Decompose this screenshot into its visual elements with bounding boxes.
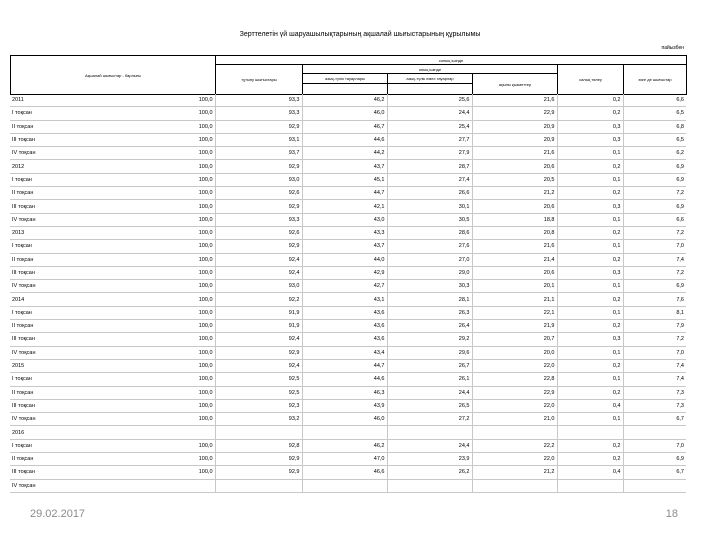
cell-consumer: 93,3: [215, 94, 302, 107]
cell-food: 43,3: [302, 226, 387, 239]
cell-other: 6,9: [623, 160, 686, 173]
row-label: II тоқсан: [10, 386, 130, 399]
cell-consumer: 92,2: [215, 293, 302, 306]
table-row: [10, 320, 686, 333]
table-row: [10, 200, 686, 213]
row-label: I тоқсан: [10, 373, 130, 386]
row-label: III тоқсан: [10, 133, 130, 146]
cell-consumer: 92,4: [215, 253, 302, 266]
cell-nonfood: 23,9: [387, 453, 472, 466]
cell-food: 46,0: [302, 413, 387, 426]
cell-nonfood: 30,3: [387, 280, 472, 293]
cell-food: 44,7: [302, 359, 387, 372]
cell-other: 7,0: [623, 439, 686, 452]
header-consumer-spending: тұтыну шығыстары: [216, 65, 303, 95]
page-title: Зерттелетін үй шаруашылықтарының ақшалай шығыстарының құрылымы: [239, 31, 481, 38]
cell-services: 20,5: [472, 173, 557, 186]
cell-other: [623, 479, 686, 492]
cell-services: 22,2: [472, 439, 557, 452]
cell-nonfood: 24,4: [387, 386, 472, 399]
cell-tax: [557, 479, 623, 492]
table-row: [10, 94, 686, 107]
cell-total: 100,0: [130, 107, 215, 120]
cell-services: 21,6: [472, 147, 557, 160]
row-label: IV тоқсан: [10, 479, 130, 492]
table-row: [10, 173, 686, 186]
cell-other: 7,6: [623, 293, 686, 306]
cell-nonfood: 26,6: [387, 187, 472, 200]
cell-nonfood: 24,4: [387, 439, 472, 452]
cell-services: 20,9: [472, 120, 557, 133]
cell-total: 100,0: [130, 333, 215, 346]
cell-total: [130, 426, 215, 439]
cell-tax: 0,2: [557, 453, 623, 466]
table-row: [10, 306, 686, 319]
cell-total: 100,0: [130, 266, 215, 279]
cell-total: 100,0: [130, 306, 215, 319]
cell-other: 6,5: [623, 133, 686, 146]
cell-food: 43,1: [302, 293, 387, 306]
row-label: 2015: [10, 359, 130, 372]
cell-tax: [557, 426, 623, 439]
cell-total: 100,0: [130, 173, 215, 186]
cell-food: 43,9: [302, 399, 387, 412]
cell-total: 100,0: [130, 94, 215, 107]
row-label: III тоқсан: [10, 266, 130, 279]
table-row: [10, 120, 686, 133]
header-nonfood: азық-түлік емес тауарлар: [388, 74, 473, 84]
table-row: [10, 466, 686, 479]
cell-consumer: 92,4: [215, 333, 302, 346]
cell-nonfood: 26,7: [387, 359, 472, 372]
cell-other: 7,0: [623, 240, 686, 253]
row-label: III тоқсан: [10, 466, 130, 479]
cell-other: 6,7: [623, 466, 686, 479]
cell-services: [472, 426, 557, 439]
table-row: [10, 133, 686, 146]
cell-total: 100,0: [130, 373, 215, 386]
row-label: IV тоқсан: [10, 213, 130, 226]
cell-nonfood: 24,4: [387, 107, 472, 120]
table-header: [10, 55, 687, 95]
row-label: I тоқсан: [10, 173, 130, 186]
table-row: [10, 399, 686, 412]
cell-total: 100,0: [130, 439, 215, 452]
cell-food: 45,1: [302, 173, 387, 186]
header-of-which-group: оның ішінде: [303, 65, 558, 74]
cell-services: 20,6: [472, 200, 557, 213]
cell-food: 43,0: [302, 213, 387, 226]
row-label: 2011: [10, 94, 130, 107]
cell-tax: 0,1: [557, 240, 623, 253]
cell-consumer: [215, 479, 302, 492]
cell-tax: 0,2: [557, 386, 623, 399]
cell-tax: 0,2: [557, 293, 623, 306]
table-row: [10, 479, 686, 492]
cell-other: 6,5: [623, 107, 686, 120]
table-row: [10, 346, 686, 359]
cell-other: 7,4: [623, 253, 686, 266]
cell-total: 100,0: [130, 346, 215, 359]
cell-nonfood: 29,6: [387, 346, 472, 359]
cell-tax: 0,3: [557, 133, 623, 146]
table-row: [10, 213, 686, 226]
cell-total: [130, 479, 215, 492]
header-tax-payments: салық төлеу: [558, 65, 624, 95]
row-label: III тоқсан: [10, 333, 130, 346]
cell-consumer: 93,3: [215, 107, 302, 120]
cell-tax: 0,2: [557, 187, 623, 200]
cell-services: 22,1: [472, 306, 557, 319]
row-label: III тоқсан: [10, 399, 130, 412]
cell-food: [302, 479, 387, 492]
row-label: I тоқсан: [10, 107, 130, 120]
unit-label: пайызбен: [661, 45, 684, 51]
cell-nonfood: 28,7: [387, 160, 472, 173]
cell-consumer: 93,7: [215, 147, 302, 160]
row-label: II тоқсан: [10, 320, 130, 333]
cell-total: 100,0: [130, 213, 215, 226]
cell-total: 100,0: [130, 280, 215, 293]
cell-other: 6,9: [623, 453, 686, 466]
cell-consumer: 93,0: [215, 173, 302, 186]
cell-services: 21,4: [472, 253, 557, 266]
cell-total: 100,0: [130, 133, 215, 146]
page-number: 18: [665, 508, 678, 520]
cell-food: 46,7: [302, 120, 387, 133]
cell-consumer: 93,3: [215, 213, 302, 226]
cell-nonfood: 25,6: [387, 94, 472, 107]
cell-food: 46,2: [302, 94, 387, 107]
row-label: IV тоқсан: [10, 413, 130, 426]
table-row: [10, 240, 686, 253]
cell-services: 20,0: [472, 346, 557, 359]
cell-services: 22,9: [472, 386, 557, 399]
cell-services: 20,9: [472, 133, 557, 146]
cell-services: 21,2: [472, 466, 557, 479]
cell-food: 42,1: [302, 200, 387, 213]
row-label: IV тоқсан: [10, 280, 130, 293]
cell-other: 6,9: [623, 280, 686, 293]
cell-tax: 0,2: [557, 160, 623, 173]
cell-total: 100,0: [130, 226, 215, 239]
cell-consumer: [215, 426, 302, 439]
cell-tax: 0,3: [557, 120, 623, 133]
table-row: [10, 107, 686, 120]
header-paid-services: ақылы қызметтер: [473, 74, 558, 95]
row-label: 2012: [10, 160, 130, 173]
cell-services: 21,6: [472, 240, 557, 253]
table-row: [10, 386, 686, 399]
table-row: [10, 266, 686, 279]
table-row: [10, 333, 686, 346]
cell-tax: 0,4: [557, 466, 623, 479]
cell-food: 44,6: [302, 133, 387, 146]
row-label: II тоқсан: [10, 120, 130, 133]
header-other-spending: өзге де шығыстар: [624, 65, 687, 95]
table-row: [10, 160, 686, 173]
cell-nonfood: 26,4: [387, 320, 472, 333]
cell-food: 43,7: [302, 240, 387, 253]
cell-food: 43,7: [302, 160, 387, 173]
cell-other: 6,9: [623, 173, 686, 186]
cell-nonfood: 27,6: [387, 240, 472, 253]
cell-food: [302, 426, 387, 439]
cell-food: 46,0: [302, 107, 387, 120]
cell-consumer: 92,4: [215, 359, 302, 372]
cell-services: 22,0: [472, 359, 557, 372]
cell-consumer: 92,9: [215, 453, 302, 466]
cell-nonfood: [387, 479, 472, 492]
cell-services: 22,9: [472, 107, 557, 120]
table-row: [10, 147, 686, 160]
cell-tax: 0,2: [557, 439, 623, 452]
row-label: IV тоқсан: [10, 346, 130, 359]
footer-date: 29.02.2017: [30, 508, 86, 520]
cell-nonfood: 30,1: [387, 200, 472, 213]
cell-food: 46,2: [302, 439, 387, 452]
cell-nonfood: 26,3: [387, 306, 472, 319]
cell-other: 6,6: [623, 94, 686, 107]
cell-total: 100,0: [130, 253, 215, 266]
cell-services: [472, 479, 557, 492]
cell-consumer: 92,9: [215, 200, 302, 213]
cell-nonfood: 26,2: [387, 466, 472, 479]
cell-total: 100,0: [130, 386, 215, 399]
data-table: [10, 94, 686, 493]
cell-total: 100,0: [130, 160, 215, 173]
cell-nonfood: 26,1: [387, 373, 472, 386]
cell-services: 20,1: [472, 280, 557, 293]
cell-food: 46,6: [302, 466, 387, 479]
cell-services: 21,1: [472, 293, 557, 306]
table-row: [10, 426, 686, 439]
cell-services: 21,6: [472, 94, 557, 107]
cell-total: 100,0: [130, 200, 215, 213]
table-row: [10, 413, 686, 426]
cell-tax: 0,1: [557, 173, 623, 186]
cell-consumer: 91,9: [215, 320, 302, 333]
cell-nonfood: 27,2: [387, 413, 472, 426]
cell-consumer: 92,8: [215, 439, 302, 452]
cell-nonfood: 29,2: [387, 333, 472, 346]
cell-other: 7,2: [623, 187, 686, 200]
cell-tax: 0,1: [557, 213, 623, 226]
row-label: 2013: [10, 226, 130, 239]
cell-consumer: 92,9: [215, 120, 302, 133]
cell-total: 100,0: [130, 187, 215, 200]
cell-other: 7,9: [623, 320, 686, 333]
cell-nonfood: 28,1: [387, 293, 472, 306]
cell-nonfood: 27,7: [387, 133, 472, 146]
cell-food: 43,6: [302, 333, 387, 346]
cell-other: 7,3: [623, 386, 686, 399]
cell-total: 100,0: [130, 240, 215, 253]
cell-total: 100,0: [130, 453, 215, 466]
cell-consumer: 91,9: [215, 306, 302, 319]
cell-tax: 0,2: [557, 253, 623, 266]
cell-nonfood: 27,0: [387, 253, 472, 266]
header-food: азық-түлік тауарлары: [303, 74, 388, 84]
cell-nonfood: 27,9: [387, 147, 472, 160]
cell-consumer: 92,4: [215, 266, 302, 279]
cell-tax: 0,1: [557, 373, 623, 386]
cell-nonfood: 29,0: [387, 266, 472, 279]
cell-other: 6,2: [623, 147, 686, 160]
cell-tax: 0,1: [557, 346, 623, 359]
cell-consumer: 92,5: [215, 386, 302, 399]
cell-other: [623, 426, 686, 439]
cell-total: 100,0: [130, 399, 215, 412]
table-row: [10, 226, 686, 239]
cell-tax: 0,4: [557, 399, 623, 412]
cell-consumer: 93,2: [215, 413, 302, 426]
table-row: [10, 187, 686, 200]
cell-tax: 0,1: [557, 413, 623, 426]
cell-nonfood: 27,4: [387, 173, 472, 186]
cell-other: 7,4: [623, 373, 686, 386]
cell-food: 47,0: [302, 453, 387, 466]
cell-other: 7,2: [623, 226, 686, 239]
table-row: [10, 439, 686, 452]
table-row: [10, 280, 686, 293]
cell-consumer: 92,6: [215, 187, 302, 200]
row-label: 2014: [10, 293, 130, 306]
cell-other: 6,7: [623, 413, 686, 426]
cell-total: 100,0: [130, 293, 215, 306]
row-label: IV тоқсан: [10, 147, 130, 160]
cell-tax: 0,2: [557, 226, 623, 239]
cell-consumer: 92,9: [215, 160, 302, 173]
row-label: II тоқсан: [10, 187, 130, 200]
cell-nonfood: 30,5: [387, 213, 472, 226]
cell-tax: 0,2: [557, 94, 623, 107]
cell-nonfood: 28,6: [387, 226, 472, 239]
cell-tax: 0,2: [557, 359, 623, 372]
cell-tax: 0,2: [557, 320, 623, 333]
cell-nonfood: 25,4: [387, 120, 472, 133]
cell-total: 100,0: [130, 413, 215, 426]
cell-consumer: 93,0: [215, 280, 302, 293]
cell-consumer: 92,9: [215, 346, 302, 359]
cell-nonfood: [387, 426, 472, 439]
cell-services: 18,8: [472, 213, 557, 226]
cell-services: 21,2: [472, 187, 557, 200]
cell-food: 42,7: [302, 280, 387, 293]
header-total-spending: Ақшалай шығыстар - барлығы: [11, 56, 216, 95]
header-including-group: соның ішінде: [216, 56, 687, 65]
cell-services: 20,6: [472, 160, 557, 173]
cell-services: 21,0: [472, 413, 557, 426]
cell-food: 43,4: [302, 346, 387, 359]
cell-services: 21,9: [472, 320, 557, 333]
cell-other: 7,4: [623, 359, 686, 372]
cell-consumer: 92,5: [215, 373, 302, 386]
cell-other: 6,8: [623, 120, 686, 133]
cell-services: 22,0: [472, 453, 557, 466]
cell-consumer: 92,9: [215, 466, 302, 479]
cell-food: 44,7: [302, 187, 387, 200]
cell-food: 46,3: [302, 386, 387, 399]
cell-nonfood: 26,5: [387, 399, 472, 412]
cell-total: 100,0: [130, 466, 215, 479]
cell-food: 44,6: [302, 373, 387, 386]
cell-other: 7,0: [623, 346, 686, 359]
cell-services: 22,0: [472, 399, 557, 412]
row-label: II тоқсан: [10, 253, 130, 266]
table-row: [10, 373, 686, 386]
row-label: I тоқсан: [10, 439, 130, 452]
cell-tax: 0,1: [557, 280, 623, 293]
cell-services: 22,8: [472, 373, 557, 386]
cell-tax: 0,2: [557, 107, 623, 120]
cell-food: 44,0: [302, 253, 387, 266]
cell-consumer: 92,3: [215, 399, 302, 412]
cell-tax: 0,3: [557, 333, 623, 346]
row-label: 2016: [10, 426, 130, 439]
table-row: [10, 453, 686, 466]
cell-total: 100,0: [130, 120, 215, 133]
table-row: [10, 359, 686, 372]
cell-tax: 0,3: [557, 200, 623, 213]
cell-tax: 0,1: [557, 306, 623, 319]
cell-food: 43,6: [302, 320, 387, 333]
cell-tax: 0,3: [557, 266, 623, 279]
cell-other: 8,1: [623, 306, 686, 319]
cell-tax: 0,1: [557, 147, 623, 160]
cell-consumer: 92,9: [215, 240, 302, 253]
row-label: I тоқсан: [10, 240, 130, 253]
cell-other: 6,6: [623, 213, 686, 226]
cell-consumer: 92,6: [215, 226, 302, 239]
cell-services: 20,6: [472, 266, 557, 279]
cell-food: 43,6: [302, 306, 387, 319]
cell-services: 20,7: [472, 333, 557, 346]
cell-other: 7,2: [623, 333, 686, 346]
cell-services: 20,8: [472, 226, 557, 239]
cell-total: 100,0: [130, 147, 215, 160]
cell-other: 7,3: [623, 399, 686, 412]
table-row: [10, 293, 686, 306]
cell-total: 100,0: [130, 359, 215, 372]
cell-total: 100,0: [130, 320, 215, 333]
cell-other: 7,2: [623, 266, 686, 279]
cell-consumer: 93,1: [215, 133, 302, 146]
row-label: III тоқсан: [10, 200, 130, 213]
row-label: II тоқсан: [10, 453, 130, 466]
cell-food: 44,2: [302, 147, 387, 160]
cell-food: 42,9: [302, 266, 387, 279]
cell-other: 6,9: [623, 200, 686, 213]
row-label: I тоқсан: [10, 306, 130, 319]
table-row: [10, 253, 686, 266]
